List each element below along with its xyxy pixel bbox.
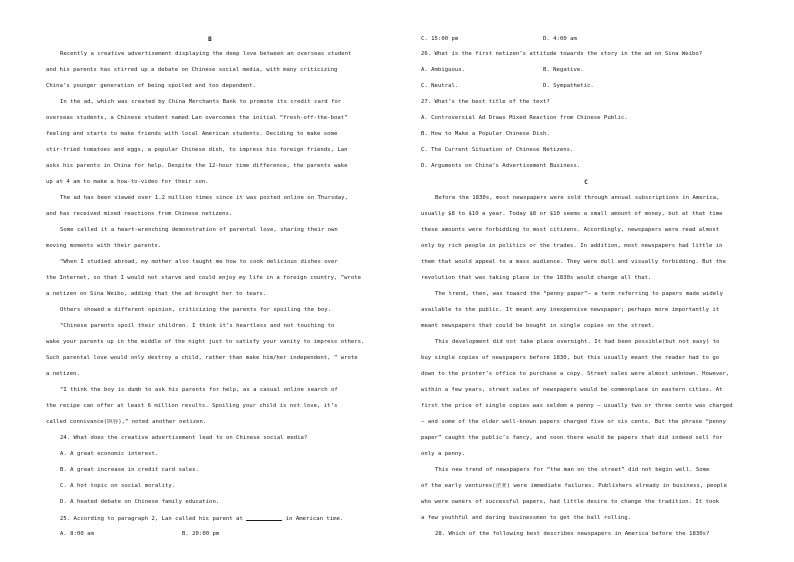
line-text: overseas students, a Chinese student named Lan overcomes the initial “fresh-off-the-boat” [46, 115, 348, 121]
option-a: C. Neutral. [421, 83, 459, 89]
line-text: The trend, then, was toward the “penny paper”— a term referring to papers made widely [435, 291, 723, 297]
line-text: Before the 1830s, most newspapers were sold through annual subscriptions in America, [435, 195, 720, 201]
text-line [421, 163, 751, 170]
line-text: moving moments with their parents. [46, 243, 162, 249]
text-line [46, 163, 374, 170]
text-line [46, 243, 374, 250]
line-text: revolution that was taking place in the 1830s would change all that. [421, 275, 652, 281]
line-text: only by rich people in politics or the trades. In addition, most newspapers had little in [421, 243, 723, 249]
text-line [421, 435, 751, 442]
text-line [46, 211, 374, 218]
text-line [60, 323, 374, 330]
text-line [421, 99, 751, 106]
line-text-tail: in American time. [282, 516, 344, 522]
text-line [60, 227, 374, 234]
line-text: “Chinese parents spoil their children. I think it’s heartless and not touching to [60, 323, 335, 329]
line-text: down to the printer’s office to purchase a copy. Street sales were almost unknown. However, [421, 371, 730, 377]
line-text: 27. What’s the best title of the text? [421, 99, 550, 105]
line-text: the recipe can offer at least 6 million results. Spoiling your child is not love, it’s [46, 403, 338, 409]
text-line [421, 307, 751, 314]
text-line [60, 515, 374, 523]
line-text: who were owners of successful papers, had little desire to change the tradition. It took [421, 499, 720, 505]
option-row [421, 36, 751, 43]
line-text: the Internet, so that I would not starve and could enjoy my life in a foreign country, ”wrote [46, 275, 362, 281]
line-text: only a penny. [421, 451, 466, 457]
line-text: asks his parents in China for help. Despite the 12-hour time difference, the parents wake [46, 163, 348, 169]
line-text: meant newspapers that could be bought in single copies on the street. [421, 323, 655, 329]
text-line [60, 451, 374, 458]
line-text: within a few years, street sales of newspapers would be commonplace in eastern cities. At [421, 387, 723, 393]
line-text: feeling and starts to make friends with local American students. Deciding to make some [46, 131, 338, 137]
option-a: C. 15:00 pm [421, 36, 459, 42]
line-text: C. A hot topic on social morality. [60, 483, 176, 489]
text-line [421, 243, 751, 250]
line-text: first the price of single copies was seldom a penny — usually two or three cents was charged [421, 403, 733, 409]
text-line [421, 51, 751, 58]
text-line [421, 323, 751, 330]
text-line [60, 483, 374, 490]
line-text: 26. What is the first netizen’s attitude towards the story in the ad on Sina Weibo? [421, 51, 703, 57]
line-text: stir-fried tomatoes and eggs, a popular Chinese dish, to impress his foreign friends, Lan [46, 147, 348, 153]
text-line [60, 51, 374, 58]
text-line [435, 291, 751, 298]
text-line [60, 499, 374, 506]
text-line [46, 147, 374, 154]
line-text: Others showed a different opinion, criticizing the parents for spoiling the boy. [60, 307, 332, 313]
text-line [421, 419, 751, 426]
line-text: wake your parents up in the middle of the night just to satisfy your vanity to impress others. [46, 339, 365, 345]
text-line [421, 451, 751, 458]
section-heading [46, 36, 374, 43]
line-text: buy single copies of newspapers before 1830, but this usually meant the reader had to go [421, 355, 720, 361]
line-text: In the ad, which was created by China Merchants Bank to promote its credit card for [60, 99, 342, 105]
line-text: This new trend of newspapers for “the man on the street” did not begin well. Some [435, 467, 710, 473]
line-text: “I think the boy is dumb to ask his parents for help, as a casual online search of [60, 387, 338, 393]
line-text: Recently a creative advertisement displaying the deep love between an overseas student [60, 51, 352, 57]
line-text: D. Arguments on China’s Advertisement Business. [421, 163, 581, 169]
line-text: B. How to Make a Popular Chinese Dish. [421, 131, 550, 137]
line-text: these amounts were forbidding to most citizens. Accordingly, newspapers were read almost [421, 227, 720, 233]
text-line [60, 99, 374, 106]
text-line [421, 403, 751, 410]
option-b: B. 20:00 pm [182, 531, 220, 537]
option-row [421, 83, 751, 90]
line-text: Some called it a heart-wrenching demonstration of parental love, sharing their own [60, 227, 338, 233]
line-text: The ad has been viewed over 1.2 million times since it was posted online on Thursday, [60, 195, 348, 201]
line-text: D. A heated debate on Chinese family education. [60, 499, 220, 505]
text-line [46, 419, 374, 426]
text-line [60, 435, 374, 442]
line-text: up at 4 am to make a how-to-video for their son. [46, 179, 209, 185]
option-b: D. Sympathetic. [543, 83, 594, 89]
line-text: “When I studied abroad, my mother also taught me how to cook delicious dishes over [60, 259, 338, 265]
text-line [46, 355, 374, 362]
text-line [60, 467, 374, 474]
text-line [421, 355, 751, 362]
line-text: and his parents has stirred up a debate on Chinese social media, with many criticizing [46, 67, 338, 73]
text-line [421, 227, 751, 234]
line-text: 24. What does the creative advertisement lead to on Chinese social media? [60, 435, 308, 441]
line-text: — and some of the older well-known papers charged five or six cents. But the phrase “penny [421, 419, 726, 425]
text-line [46, 403, 374, 410]
text-line [46, 83, 374, 90]
line-text: A. A great economic interest. [60, 451, 159, 457]
line-text: 28. Which of the following best describes newspapers in America before the 1830s? [435, 531, 710, 537]
line-text: called connivance(纵容),” noted another netizen. [46, 419, 207, 425]
section-heading [421, 179, 751, 186]
option-a: A. 8:00 am [60, 531, 94, 537]
text-line [46, 179, 374, 186]
text-line [421, 259, 751, 266]
text-line [435, 339, 751, 346]
line-text: This development did not take place overnight. It had been possible(but not easy) to [435, 339, 720, 345]
text-line [46, 339, 374, 346]
text-line [46, 115, 374, 122]
text-line [60, 259, 374, 266]
text-line [46, 291, 374, 298]
line-text: Such parental love would only destroy a child, rather than make him/her independent, ” wrote [46, 355, 358, 361]
line-text: and has received mixed reactions from Chinese netizens. [46, 211, 233, 217]
line-text: 25. According to paragraph 2, Lan called his parent at [60, 516, 247, 522]
text-line [435, 195, 751, 202]
text-line [60, 195, 374, 202]
text-line [421, 211, 751, 218]
line-text: a few youthful and daring businessmen to get the ball rolling. [421, 515, 632, 521]
line-text: C [584, 179, 588, 186]
text-line [435, 531, 751, 538]
line-text: A. Controversial Ad Draws Mixed Reaction from Chinese Public. [421, 115, 628, 121]
text-line [46, 371, 374, 378]
text-line [421, 387, 751, 394]
text-line [435, 467, 751, 474]
option-b: B. Negative. [543, 67, 584, 73]
text-line [46, 67, 374, 74]
line-text: B. A great increase in credit card sales. [60, 467, 199, 473]
text-line [46, 275, 374, 282]
text-line [46, 131, 374, 138]
line-text: China’s younger generation of being spoiled and too dependent. [46, 83, 257, 89]
line-text: available to the public. It meant any inexpensive newspaper; perhaps more importantly it [421, 307, 720, 313]
option-a: A. Ambiguous. [421, 67, 466, 73]
text-line [421, 371, 751, 378]
line-text: B [208, 36, 212, 43]
text-line [421, 499, 751, 506]
option-b: D. 4:00 am [543, 36, 577, 42]
line-text: a netizen on Sina Weibo, adding that the ad brought her to tears. [46, 291, 267, 297]
text-line [421, 131, 751, 138]
line-text: them that would appeal to a mass audience. They were dull and visually forbidding. But the [421, 259, 726, 265]
option-row [421, 67, 751, 74]
line-text: C. The Current Situation of Chinese Netizens. [421, 147, 574, 153]
line-text: a netizen. [46, 371, 80, 377]
text-line [421, 115, 751, 122]
text-line [421, 147, 751, 154]
line-text: usually $8 to $10 a year. Today $8 or $10 seems a small amount of money, but at that time [421, 211, 723, 217]
answer-blank [246, 515, 282, 521]
text-line [421, 275, 751, 282]
text-line [421, 483, 751, 490]
line-text: paper” caught the public’s fancy, and soon there would be papers that did indeed sell for [421, 435, 723, 441]
line-text: of the early ventures(企业) were immediate failures. Publishers already in business, people [421, 483, 727, 489]
text-line [421, 515, 751, 522]
option-row [60, 531, 374, 538]
text-line [60, 307, 374, 314]
text-line [60, 387, 374, 394]
